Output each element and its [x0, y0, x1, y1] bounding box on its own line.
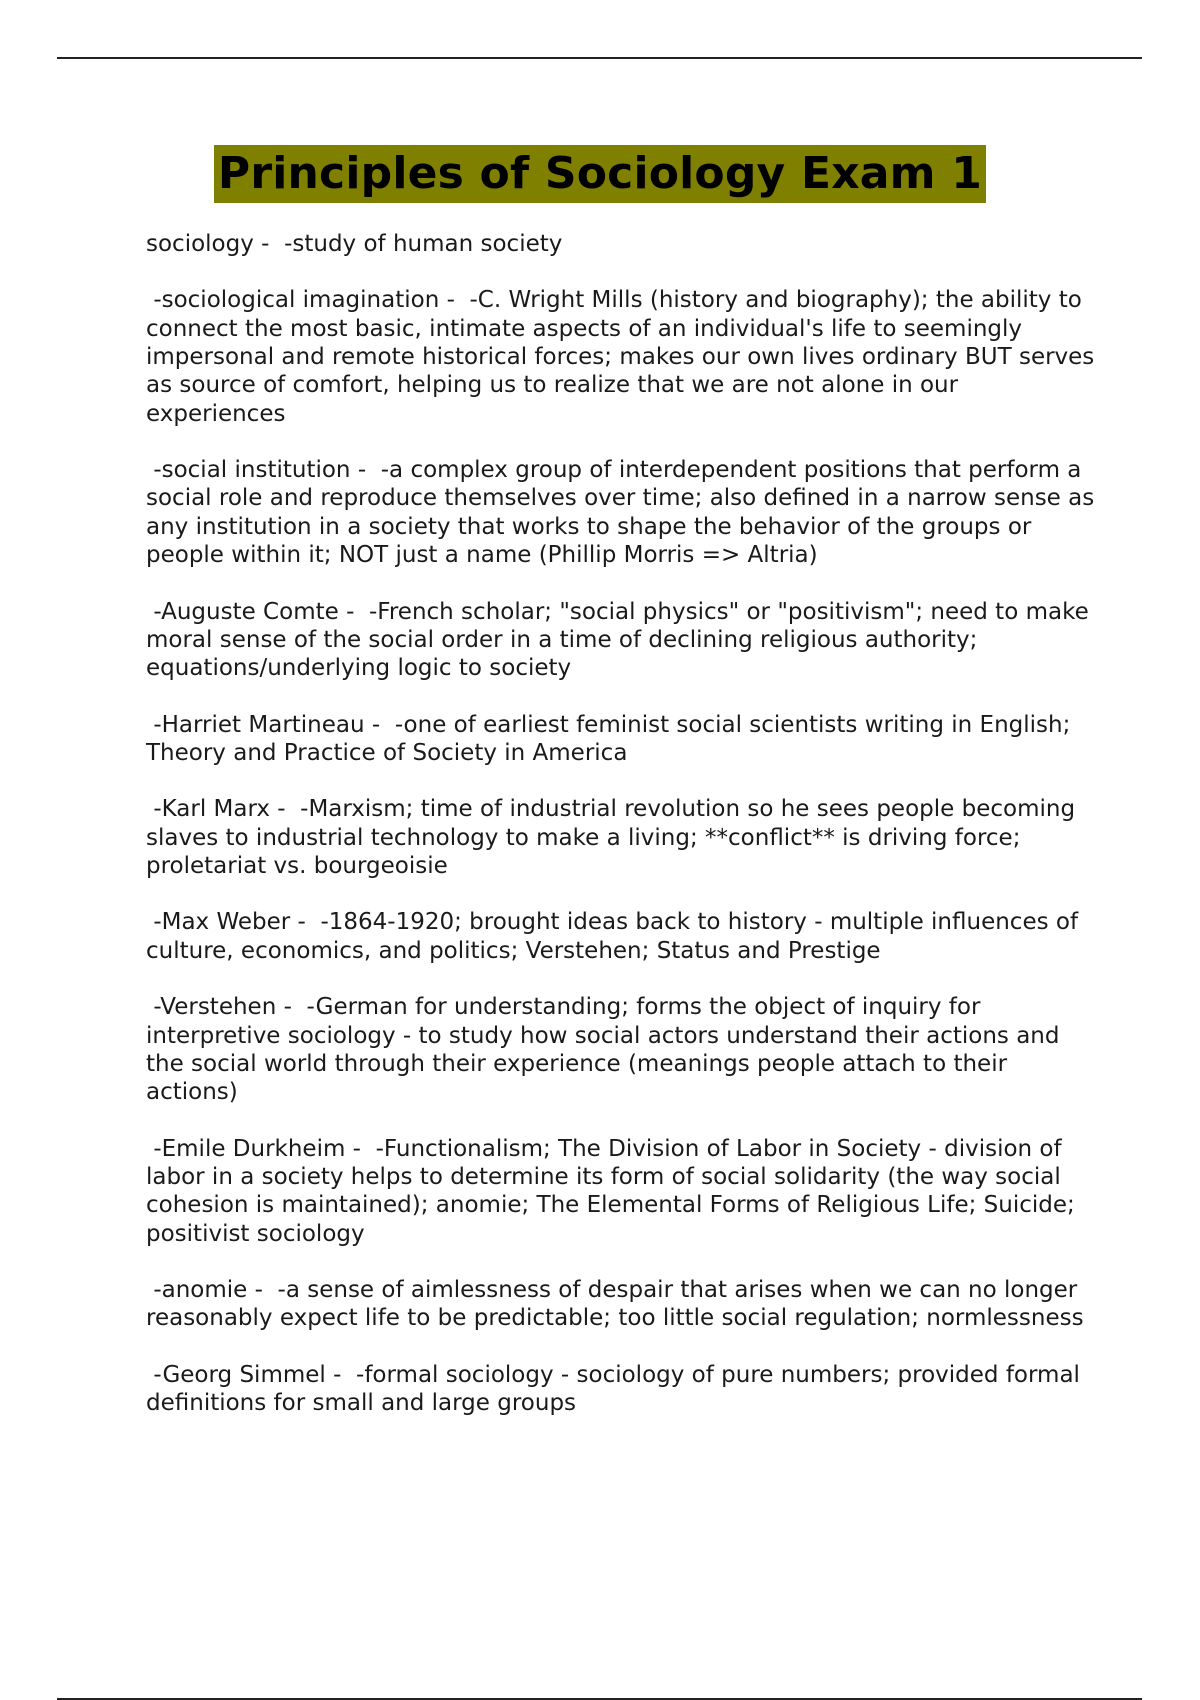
flashcard-entry: -anomie - -a sense of aimlessness of despair that arises when we can no longer reasonably expect life to be predictable; too little social regulation; normlessness [146, 1277, 1085, 1332]
flashcard-entry: -Max Weber - -1864-1920; brought ideas back to history - multiple influences of culture, economics, and politics; Verstehen; Status and Prestige [146, 909, 1086, 964]
flashcard-entry: sociology - -study of human society [146, 231, 563, 257]
flashcard-entry: -Karl Marx - -Marxism; time of industrial revolution so he sees people becoming slaves to industrial technology to make a living; **conflict** is driving force; proletariat vs. bourgeoisie [146, 796, 1083, 879]
flashcard-entry: -Auguste Comte - -French scholar; "social physics" or "positivism"; need to make moral sense of the social order in a time of declining religious authority; equations/underlying logic to society [146, 598, 1097, 682]
flashcard-entry: -Georg Simmel - -formal sociology - sociology of pure numbers; provided formal definitions for small and large groups [146, 1361, 1088, 1417]
header-rule [57, 57, 1142, 59]
flashcard-list [146, 230, 1102, 1446]
flashcard-entry: -sociological imagination - -C. Wright Mills (history and biography); the ability to connect the most basic, intimate aspects of an individual's life to seemingly impersonal and remote historical forces; makes our own lives ordinary BUT serves as source of comfort, helping us to realize that we are not alone in our experiences [146, 287, 1102, 427]
flashcard-entry: -Harriet Martineau - -one of earliest feminist social scientists writing in English; Theory and Practice of Society in America [146, 711, 1078, 766]
document-title: Principles of Sociology Exam 1 [214, 145, 986, 203]
flashcard-entry: -Verstehen - -German for understanding; forms the object of inquiry for interpretive sociology - to study how social actors understand their actions and the social world through their experience (meanings people attach to their actions) [146, 994, 1067, 1106]
flashcard-entry: -social institution - -a complex group of interdependent positions that perform a social role and reproduce themselves over time; also defined in a narrow sense as any institution in a society that works to shape the behavior of the groups or people within it; NOT just a name (Phillip Morris => Altria) [146, 457, 1102, 569]
flashcard-entry: -Emile Durkheim - -Functionalism; The Division of Labor in Society - division of labor in a society helps to determine its form of social solidarity (the way social cohesion is maintained); anomie; The Elemental Forms of Religious Life; Suicide; positivist sociology [146, 1135, 1083, 1247]
title-container [0, 145, 1200, 203]
